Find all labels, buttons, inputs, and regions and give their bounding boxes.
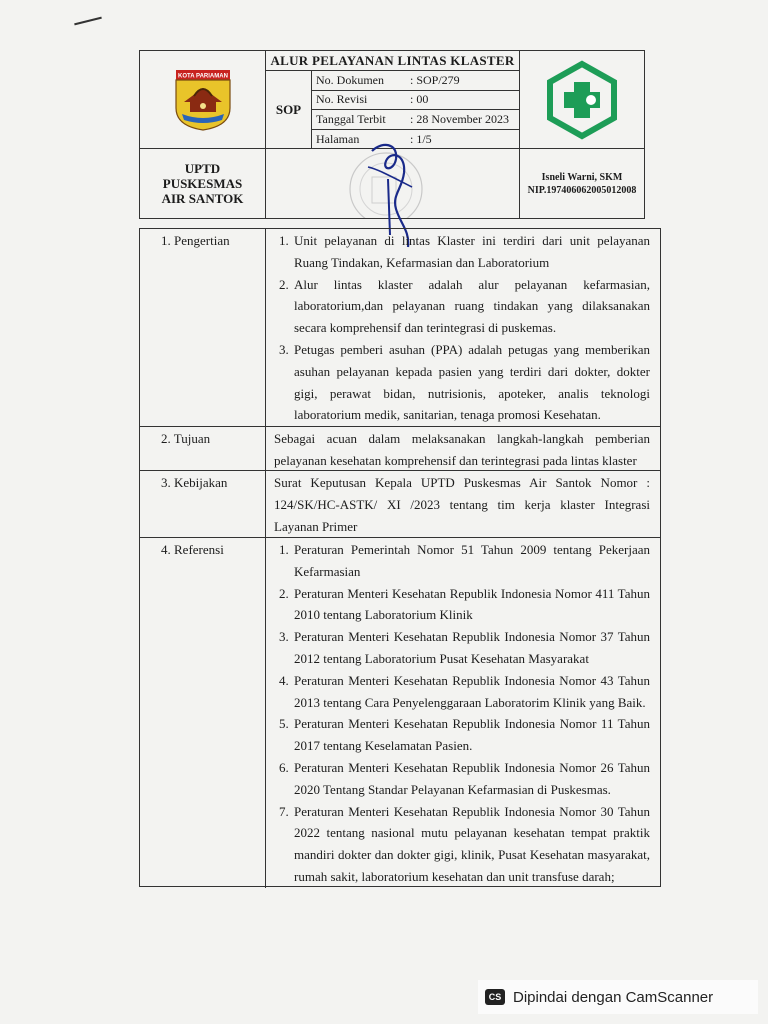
emblem-text: KOTA PARIAMAN: [177, 73, 228, 79]
section-pengertian: [140, 229, 660, 427]
health-logo-cell: [520, 51, 644, 149]
watermark-text: Dipindai dengan CamScanner: [513, 988, 714, 1006]
list-item: 1. Peraturan Pemerintah Nomor 51 Tahun 2009 tentang Pekerjaan Kefarmasian: [292, 539, 650, 583]
scan-mark: [74, 17, 102, 26]
document-meta: [312, 71, 520, 149]
org-line: PUSKESMAS: [162, 176, 243, 191]
meta-value: : SOP/279: [410, 72, 460, 87]
meta-value: : 00: [410, 92, 429, 107]
section-label: 4. Referensi: [140, 538, 266, 888]
list-item: 5. Peraturan Menteri Kesehatan Republik Indonesia Nomor 11 Tahun 2017 tentang Keselamatan Pasien.: [292, 713, 650, 757]
meta-row-no-revisi: [312, 91, 519, 111]
section-label: 1. Pengertian: [140, 229, 266, 426]
signer-nip: NIP.197406062005012008: [527, 184, 637, 196]
puskesmas-cross-icon: [542, 60, 622, 140]
camscanner-icon: CS: [485, 989, 505, 1005]
section-referensi: [140, 538, 660, 888]
list-item: 3. Peraturan Menteri Kesehatan Republik Indonesia Nomor 37 Tahun 2012 tentang Laboratorium Pusat Kesehatan Masyarakat: [292, 626, 650, 670]
list-item: 6. Peraturan Menteri Kesehatan Republik Indonesia Nomor 26 Tahun 2020 Tentang Standar Pelayanan Kefarmasian di Puskesmas.: [292, 757, 650, 801]
meta-value: : 28 November 2023: [410, 111, 509, 126]
section-kebijakan: [140, 471, 660, 538]
list-item: 3. Petugas pemberi asuhan (PPA) adalah petugas yang memberikan asuhan pelayanan kepada pasien yang terdiri dari dokter, dokter gigi, perawat bidan, nutrisionis, apoteker, analis teknologi laboratorium medik, sanitarian, tenaga promosi Kesehatan.: [292, 339, 650, 426]
city-logo-cell: [140, 51, 266, 149]
meta-label: Halaman: [316, 131, 360, 146]
section-body: [266, 427, 660, 470]
meta-label: No. Revisi: [316, 92, 368, 107]
section-body: [266, 538, 660, 888]
section-body: [266, 471, 660, 537]
list-item: 7. Peraturan Menteri Kesehatan Republik Indonesia Nomor 30 Tahun 2022 tentang nasional mutu pelayanan kesehatan tempat praktik mandiri dokter dan dokter gigi, klinik, Pusat Kesehatan masyarakat, rumah sakit, laboratorium kesehatan dan unit transfuse darah;: [292, 801, 650, 888]
signer-name: Isneli Warni, SKM: [541, 171, 623, 183]
section-text: Sebagai acuan dalam melaksanakan langkah-langkah pemberian pelayanan kesehatan komprehensif dan terintegrasi pada lintas klaster: [274, 431, 650, 468]
org-line: UPTD: [184, 161, 221, 176]
list-item: 4. Peraturan Menteri Kesehatan Republik Indonesia Nomor 43 Tahun 2013 tentang Cara Penyelenggaraan Laboratorim Klinik yang Baik.: [292, 670, 650, 714]
kota-pariaman-emblem-icon: [174, 68, 232, 132]
meta-row-no-dokumen: [312, 71, 519, 91]
organization-name: [140, 149, 266, 218]
meta-label: Tanggal Terbit: [316, 111, 386, 126]
sop-label: SOP: [266, 71, 312, 149]
section-label: 2. Tujuan: [140, 427, 266, 470]
section-text: Surat Keputusan Kepala UPTD Puskesmas Air Santok Nomor : 124/SK/HC-ASTK/ XI /2023 tentang tim kerja klaster Integrasi Layanan Primer: [274, 475, 650, 534]
section-body: [266, 229, 660, 426]
document-header: [139, 50, 645, 219]
meta-label: No. Dokumen: [316, 72, 384, 87]
signer-block: [520, 149, 644, 218]
camscanner-watermark: [478, 980, 758, 1014]
list-item: 2. Peraturan Menteri Kesehatan Republik Indonesia Nomor 411 Tahun 2010 tentang Laboratorium Klinik: [292, 583, 650, 627]
meta-row-tanggal-terbit: [312, 110, 519, 130]
list-item: 2. Alur lintas klaster adalah alur pelayanan kefarmasian, laboratorium,dan pelayanan ruang tindakan yang dilaksanakan secara komprehensif dan terintegrasi di puskemas.: [292, 274, 650, 339]
sop-content-table: [139, 228, 661, 887]
section-tujuan: [140, 427, 660, 471]
signature-stamp-area: [266, 149, 520, 218]
org-line: AIR SANTOK: [161, 191, 244, 206]
list-item: 1. Unit pelayanan di lintas Klaster ini terdiri dari unit pelayanan Ruang Tindakan, Kefarmasian dan Laboratorium: [292, 230, 650, 274]
document-title: ALUR PELAYANAN LINTAS KLASTER: [266, 51, 520, 71]
section-label: 3. Kebijakan: [140, 471, 266, 537]
meta-value: : 1/5: [410, 131, 432, 146]
